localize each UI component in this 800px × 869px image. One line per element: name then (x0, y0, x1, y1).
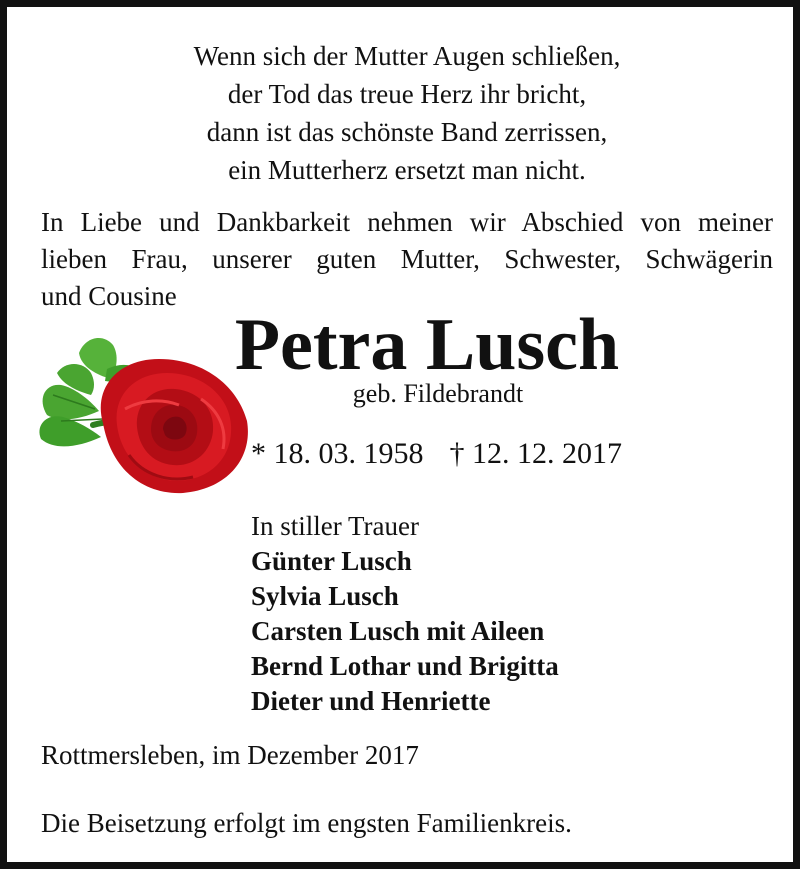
mourners-list (251, 509, 559, 719)
intro-line: In Liebe und Dankbarkeit nehmen wir Abschied von meiner (41, 207, 773, 237)
birth-name: geb. Fildebrandt (352, 379, 524, 408)
intro-line: und Cousine (41, 281, 177, 311)
mourners-heading: In stiller Trauer (251, 511, 419, 541)
mourner-name: Bernd Lothar und Brigitta (251, 651, 559, 681)
birth-date: * 18. 03. 1958 (251, 437, 424, 470)
poem (7, 37, 800, 189)
mourner-name: Günter Lusch (251, 546, 412, 576)
mourner-name: Carsten Lusch mit Aileen (251, 616, 545, 646)
deceased-name: Petra Lusch (234, 304, 620, 386)
poem-line: dann ist das schönste Band zerrissen, (206, 117, 608, 147)
intro-line: lieben Frau, unserer guten Mutter, Schwester, Schwägerin (41, 244, 773, 274)
mourner-name: Dieter und Henriette (251, 686, 491, 716)
poem-line: Wenn sich der Mutter Augen schließen, (193, 41, 621, 71)
life-dates (251, 435, 622, 473)
place-date: Rottmersleben, im Dezember 2017 (41, 740, 419, 770)
mourner-name: Sylvia Lusch (251, 581, 399, 611)
poem-line: der Tod das treue Herz ihr bricht, (227, 79, 587, 109)
poem-line: ein Mutterherz ersetzt man nicht. (228, 155, 586, 185)
death-date: † 12. 12. 2017 (449, 437, 622, 470)
funeral-note: Die Beisetzung erfolgt im engsten Familienkreis. (41, 808, 572, 838)
intro-text (41, 204, 773, 315)
